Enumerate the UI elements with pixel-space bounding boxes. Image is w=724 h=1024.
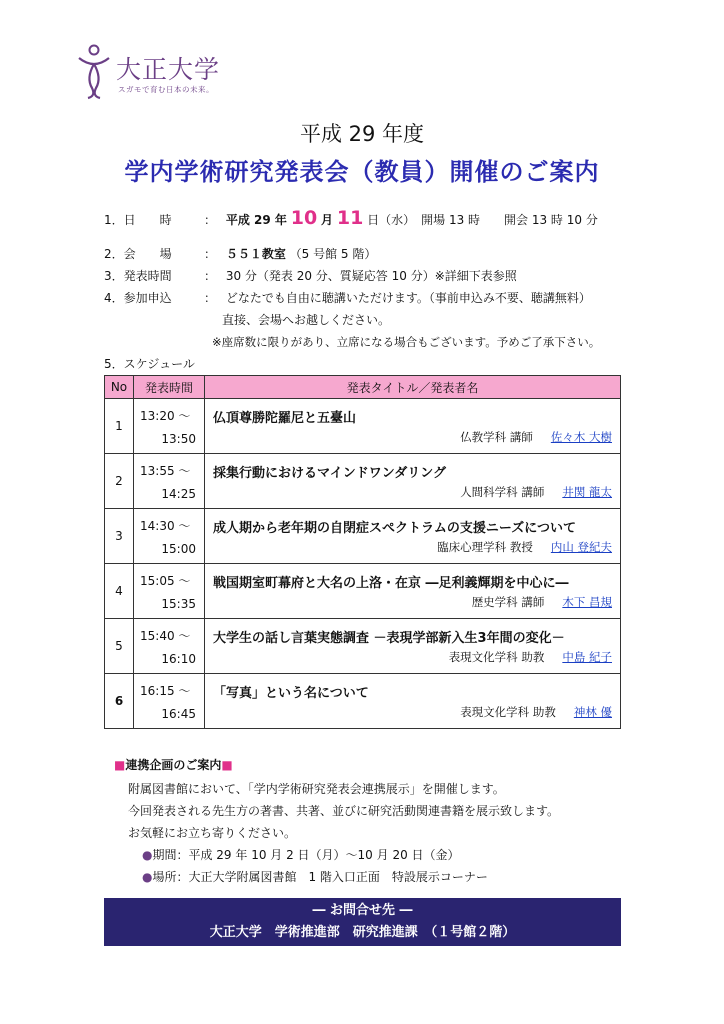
row-no: 1	[105, 399, 134, 454]
row-no: 4	[105, 564, 134, 619]
venue-room: ５５１教室	[225, 247, 286, 261]
row-time: 16:15 ～ 16:45	[134, 674, 205, 729]
row-time: 13:55 ～ 14:25	[134, 454, 205, 509]
fiscal-year: 平成 29 年度	[299, 122, 425, 146]
university-logo	[76, 44, 246, 104]
row-dept: 仏教学科 講師	[460, 430, 533, 444]
row-time: 13:20 ～ 13:50	[134, 399, 205, 454]
entry-label: 4．参加申込	[104, 291, 172, 305]
row-no: 6	[105, 674, 134, 729]
square-icon: ■	[221, 758, 233, 772]
info-entry: 4．参加申込 ： どなたでも自由に聴講いただけます。（事前申込み不要、聴講無料）	[104, 291, 591, 305]
contact-box	[104, 898, 621, 946]
date-prefix: 平成 29 年	[225, 213, 287, 227]
contact-heading: ― お問合せ先 ―	[312, 903, 413, 918]
info-time: 3．発表時間 ： 30 分（発表 20 分、質疑応答 10 分）※詳細下表参照	[104, 269, 517, 283]
time-label: 3．発表時間	[104, 269, 172, 283]
date-day: 11	[336, 207, 364, 229]
row-no: 2	[105, 454, 134, 509]
row-presenter[interactable]: 佐々木 大樹	[550, 430, 612, 444]
logo-name: 大正大学	[116, 55, 221, 84]
schedule-table	[104, 375, 621, 729]
date-label: 1．日 時	[104, 213, 172, 227]
row-dept: 臨床心理学科 教授	[437, 540, 533, 554]
table-header-row	[105, 376, 621, 399]
notice-heading: ■連携企画のご案内■	[114, 758, 233, 772]
row-title: 「写真」という名について	[213, 686, 369, 701]
notice-period: ●期間：平成 29 年 10 月 2 日（月）～10 月 20 日（金）	[142, 848, 460, 862]
row-no: 3	[105, 509, 134, 564]
venue-detail: （5 号館 5 階）	[289, 247, 377, 261]
table-row	[105, 619, 621, 674]
header-time: 発表時間	[134, 376, 205, 399]
row-no: 5	[105, 619, 134, 674]
row-title: 大学生の話し言葉実態調査 －表現学部新入生3年間の変化－	[213, 631, 565, 646]
row-dept: 表現文化学科 助教	[460, 705, 556, 719]
logo-tagline: スガモで育む日本の未来。	[118, 85, 214, 94]
date-month-unit: 月	[321, 213, 334, 227]
notice-line-3: お気軽にお立ち寄りください。	[128, 826, 297, 840]
header-no: No	[105, 376, 134, 399]
row-presenter[interactable]: 中島 紀子	[562, 650, 612, 664]
table-row	[105, 564, 621, 619]
contact-detail: 大正大学 学術推進部 研究推進課 （１号館２階）	[209, 925, 516, 940]
time-value: 30 分（発表 20 分、質疑応答 10 分）※詳細下表参照	[225, 269, 517, 283]
table-row	[105, 399, 621, 454]
row-title: 採集行動におけるマインドワンダリング	[213, 466, 446, 481]
notice-line-1: 附属図書館において、「学内学術研究発表会連携展示」を開催します。	[128, 782, 505, 796]
square-icon: ■	[114, 758, 126, 772]
page-title: 学内学術研究発表会（教員）開催のご案内	[124, 158, 600, 186]
table-row	[105, 454, 621, 509]
row-dept: 歴史学科 講師	[471, 595, 545, 609]
row-presenter[interactable]: 神林 優	[573, 705, 612, 719]
row-title: 仏頂尊勝陀羅尼と五臺山	[213, 411, 357, 426]
date-month: 10	[290, 207, 318, 229]
entry-note: ※座席数に限りがあり、立席になる場合もございます。予めご了承下さい。	[212, 335, 601, 349]
row-presenter[interactable]: 井関 龍太	[562, 485, 612, 499]
entry-value: どなたでも自由に聴講いただけます。（事前申込み不要、聴講無料）	[225, 291, 591, 305]
row-presenter[interactable]: 木下 昌規	[562, 595, 612, 609]
entry-value-2: 直接、会場へお越しください。	[222, 313, 391, 327]
date-suffix: 日（水） 開場 13 時 開会 13 時 10 分	[367, 213, 598, 227]
row-time: 15:05 ～ 15:35	[134, 564, 205, 619]
row-dept: 人間科学科 講師	[460, 485, 545, 499]
notice-line-2: 今回発表される先生方の著書、共著、並びに研究活動関連書籍を展示致します。	[128, 804, 560, 818]
bullet-icon: ●	[142, 848, 153, 862]
schedule-label: 5．スケジュール	[104, 357, 195, 371]
header-title: 発表タイトル／発表者名	[205, 376, 621, 399]
table-row	[105, 509, 621, 564]
row-title: 戦国期室町幕府と大名の上洛・在京 ―足利義輝期を中心に―	[213, 576, 569, 591]
row-title: 成人期から老年期の自閉症スペクトラムの支援ニーズについて	[213, 521, 576, 536]
row-time: 14:30 ～ 15:00	[134, 509, 205, 564]
table-row	[105, 674, 621, 729]
venue-label: 2．会 場	[104, 247, 172, 261]
notice-place: ●場所：大正大学附属図書館 1 階入口正面 特設展示コーナー	[142, 870, 488, 884]
row-dept: 表現文化学科 助教	[448, 650, 545, 664]
info-date: 1．日 時 ： 平成 29 年 10 月 11 日（水） 開場 13 時 開会 13 時 10 分	[104, 207, 598, 229]
row-presenter[interactable]: 内山 登紀夫	[550, 540, 612, 554]
logo-figure-icon	[76, 44, 112, 100]
info-venue: 2．会 場 ： ５５１教室 （5 号館 5 階）	[104, 247, 377, 261]
bullet-icon: ●	[142, 870, 153, 884]
row-time: 15:40 ～ 16:10	[134, 619, 205, 674]
